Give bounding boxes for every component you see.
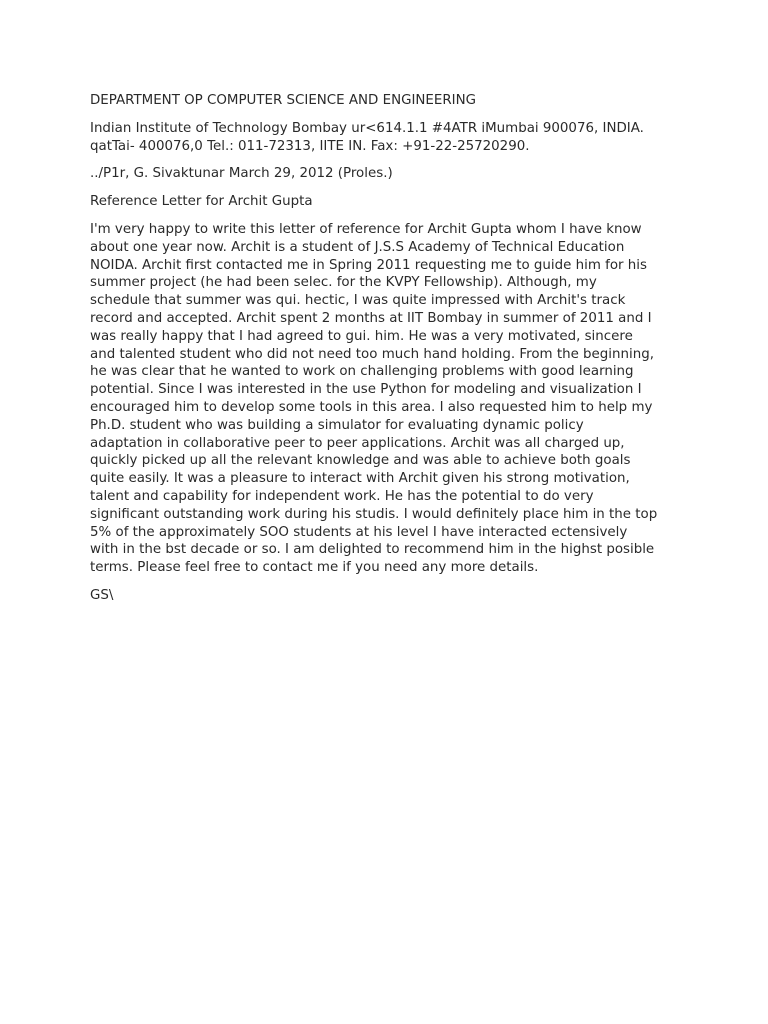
body-line: quickly picked up all the relevant knowledge and was able to achieve both goals	[90, 453, 631, 469]
sender-dateline: ../P1r, G. Sivaktunar March 29, 2012 (Proles.)	[90, 166, 393, 182]
body-line: potential. Since I was interested in the use Python for modeling and visualization I	[90, 382, 642, 398]
body-line: NOIDA. Archit first contacted me in Spring 2011 requesting me to guide him for his	[90, 257, 647, 273]
body-line: significant outstanding work during his studis. I would definitely place him in the top	[90, 506, 658, 522]
body-line: I'm very happy to write this letter of reference for Archit Gupta whom I have know	[90, 221, 642, 237]
body-line: summer project (he had been selec. for the KVPY Fellowship). Although, my	[90, 275, 597, 291]
body-line: 5% of the approximately SOO students at his level I have interacted ectensively	[90, 524, 628, 540]
body-line: schedule that summer was qui. hectic, I was quite impressed with Archit's track	[90, 293, 626, 309]
body-line: quite easily. It was a pleasure to interact with Archit given his strong motivation,	[90, 471, 630, 487]
letter-body	[90, 221, 690, 577]
body-line: and talented student who did not need too much hand holding. From the beginning,	[90, 346, 654, 362]
body-line: encouraged him to develop some tools in this area. I also requested him to help my	[90, 399, 653, 415]
signature: GS\	[90, 587, 114, 603]
institute-address	[90, 120, 690, 156]
body-line: with in the bst decade or so. I am delighted to recommend him in the highst posible	[90, 542, 655, 558]
body-line: Ph.D. student who was building a simulator for evaluating dynamic policy	[90, 417, 584, 433]
body-line: record and accepted. Archit spent 2 months at IIT Bombay in summer of 2011 and I	[90, 310, 652, 326]
body-line: terms. Please feel free to contact me if you need any more details.	[90, 560, 539, 576]
body-line: adaptation in collaborative peer to peer applications. Archit was all charged up,	[90, 435, 625, 451]
body-line: talent and capability for independent work. He has the potential to do very	[90, 488, 594, 504]
body-line: was really happy that I had agreed to gui. him. He was a very motivated, sincere	[90, 328, 633, 344]
address-line: Indian Institute of Technology Bombay ur<614.1.1 #4ATR iMumbai 900076, INDIA.	[90, 120, 644, 136]
department-heading: DEPARTMENT OP COMPUTER SCIENCE AND ENGINEERING	[90, 93, 476, 108]
body-line: about one year now. Archit is a student of J.S.S Academy of Technical Education	[90, 239, 625, 255]
address-line: qatTai- 400076,0 Tel.: 011-72313, IITE IN. Fax: +91-22-25720290.	[90, 138, 530, 154]
letter-subject: Reference Letter for Archit Gupta	[90, 194, 313, 210]
reference-letter	[90, 92, 690, 605]
body-line: he was clear that he wanted to work on challenging problems with good learning	[90, 364, 634, 380]
